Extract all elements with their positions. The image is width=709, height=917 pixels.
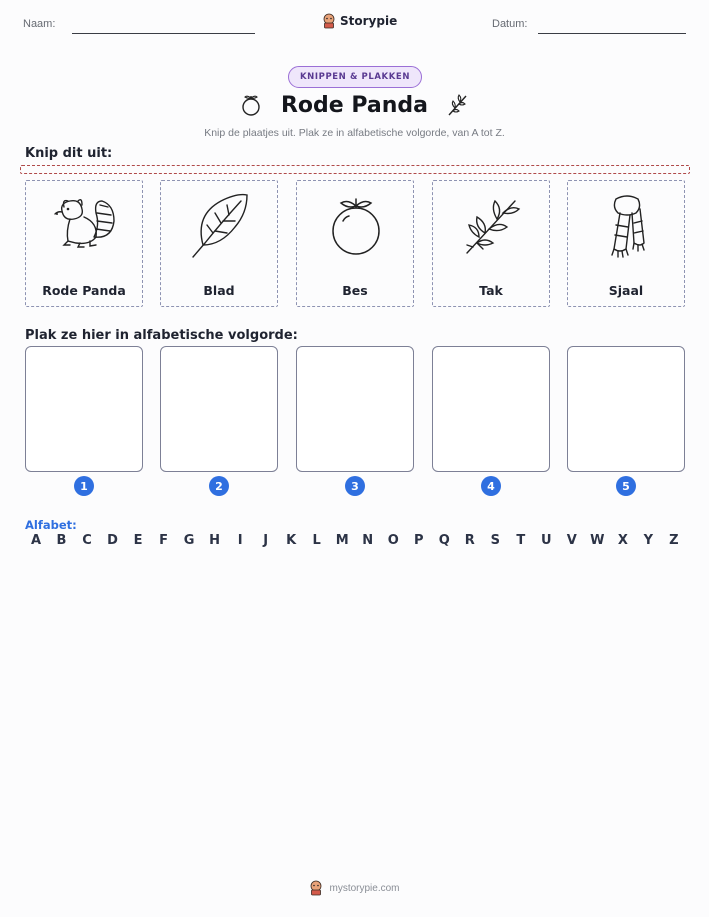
alphabet-letter: U xyxy=(541,533,552,548)
red-panda-icon xyxy=(50,187,120,263)
cut-card-berry[interactable] xyxy=(296,180,414,307)
alphabet-letter: C xyxy=(82,533,92,548)
paste-slot-5[interactable] xyxy=(567,346,685,472)
name-write-line xyxy=(72,33,255,34)
paste-slot-1[interactable] xyxy=(25,346,143,472)
alphabet-letter: M xyxy=(335,533,349,548)
cut-card-scarf[interactable] xyxy=(567,180,685,307)
alphabet-letter: X xyxy=(617,533,628,548)
cut-card-branch[interactable] xyxy=(432,180,550,307)
cut-card-leaf[interactable] xyxy=(160,180,278,307)
scarf-icon xyxy=(592,187,662,263)
instructions: Knip de plaatjes uit. Plak ze in alfabetische volgorde, van A tot Z. xyxy=(204,127,505,139)
footer-url[interactable]: mystorypie.com xyxy=(329,882,400,894)
slot-number-badge: 5 xyxy=(616,476,636,496)
paste-heading: Plak ze hier in alfabetische volgorde: xyxy=(25,328,298,343)
slot-number-badge: 3 xyxy=(345,476,365,496)
branch-icon xyxy=(457,187,527,263)
alphabet-letter: W xyxy=(590,533,605,548)
alphabet-letter: B xyxy=(56,533,67,548)
storypie-logo-icon xyxy=(322,13,336,29)
card-label: Rode Panda xyxy=(42,283,126,298)
cut-line xyxy=(20,165,690,174)
alphabet-letter: L xyxy=(312,533,321,548)
activity-badge: KNIPPEN & PLAKKEN xyxy=(288,66,422,88)
alphabet-letter: A xyxy=(30,533,42,548)
alphabet-letter: V xyxy=(566,533,577,548)
alphabet-letter: N xyxy=(362,533,374,548)
alphabet-letter: O xyxy=(387,533,399,548)
alphabet-letter: J xyxy=(263,533,269,548)
alphabet-letter: K xyxy=(286,533,297,548)
leaf-icon xyxy=(185,187,255,263)
berry-icon xyxy=(321,187,391,263)
alphabet-letter: Q xyxy=(438,533,450,548)
alphabet-label: Alfabet: xyxy=(25,518,77,532)
name-label: Naam: xyxy=(23,18,56,30)
cut-card-red-panda[interactable] xyxy=(25,180,143,307)
paste-slot-2[interactable] xyxy=(160,346,278,472)
page-title: Rode Panda xyxy=(280,92,429,118)
alphabet-letter: F xyxy=(159,533,169,548)
alphabet-letter: Z xyxy=(669,533,679,548)
alphabet-letter: H xyxy=(209,533,221,548)
date-label: Datum: xyxy=(492,18,528,30)
slot-number-badge: 2 xyxy=(209,476,229,496)
alphabet-letter: S xyxy=(490,533,500,548)
card-label: Bes xyxy=(342,283,368,298)
alphabet-letter: Y xyxy=(643,533,654,548)
alphabet-letter: R xyxy=(464,533,475,548)
alphabet-letter: G xyxy=(183,533,195,548)
alphabet-letter: T xyxy=(516,533,526,548)
cut-heading: Knip dit uit: xyxy=(25,146,113,161)
storypie-logo-icon xyxy=(309,880,323,896)
alphabet-letter: D xyxy=(107,533,118,548)
slot-number-badge: 1 xyxy=(74,476,94,496)
date-write-line xyxy=(538,33,686,34)
brand-logo xyxy=(322,13,397,29)
berry-icon xyxy=(239,92,263,118)
paste-slot-4[interactable] xyxy=(432,346,550,472)
card-label: Blad xyxy=(203,283,235,298)
alphabet-letter: E xyxy=(133,533,143,548)
paste-slot-3[interactable] xyxy=(296,346,414,472)
title-row xyxy=(0,92,709,118)
footer xyxy=(0,880,709,896)
branch-icon xyxy=(446,92,470,118)
alphabet-letter: P xyxy=(413,533,424,548)
card-label: Sjaal xyxy=(608,283,644,298)
card-label: Tak xyxy=(479,283,503,298)
alphabet-letter: I xyxy=(237,533,243,548)
slot-number-badge: 4 xyxy=(481,476,501,496)
alphabet-row xyxy=(27,533,683,548)
brand-name: Storypie xyxy=(340,14,398,28)
